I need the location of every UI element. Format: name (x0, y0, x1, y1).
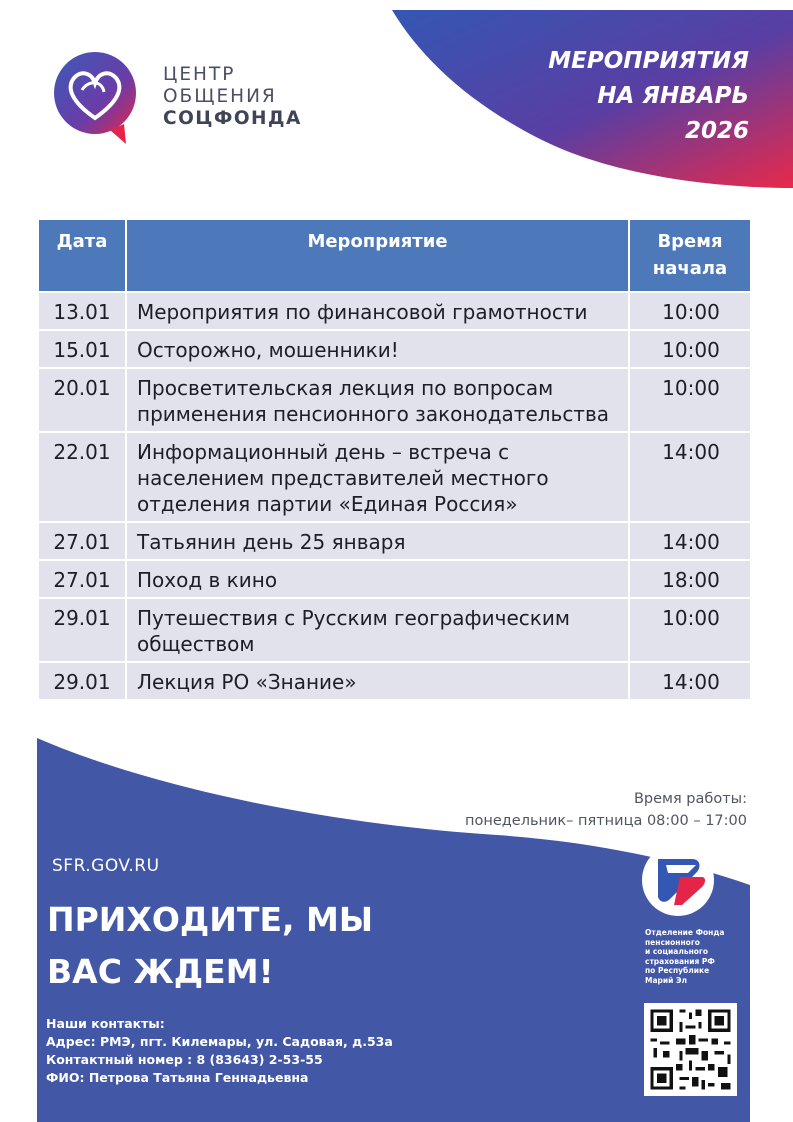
row-time: 10:00 (629, 598, 751, 662)
brand-title (163, 64, 302, 130)
row-event: Татьянин день 25 января (126, 522, 629, 560)
row-time: 10:00 (629, 330, 751, 368)
row-time: 10:00 (629, 368, 751, 432)
header-time-line-2: начала (652, 258, 728, 279)
contacts-address: Адрес: РМЭ, пгт. Килемары, ул. Садовая, д.53а (46, 1034, 393, 1049)
table-row (38, 598, 751, 662)
contacts-title: Наши контакты: (46, 1016, 165, 1031)
sfr-org-name (645, 928, 745, 985)
table-row (38, 368, 751, 432)
table-row (38, 432, 751, 522)
row-date: 15.01 (38, 330, 126, 368)
row-event: Информационный день – встреча с населением представителей местного отделения партии «Единая Россия» (126, 432, 629, 522)
header-event: Мероприятие (126, 219, 629, 292)
qr-code[interactable] (644, 1003, 737, 1096)
row-date: 27.01 (38, 560, 126, 598)
slogan (47, 894, 373, 998)
row-date: 29.01 (38, 598, 126, 662)
contacts-phone: Контактный номер : 8 (83643) 2-53-55 (46, 1052, 323, 1067)
row-date: 29.01 (38, 662, 126, 700)
row-event: Путешествия с Русским географическим обществом (126, 598, 629, 662)
work-hours-title: Время работы: (633, 791, 747, 807)
page-title-line-3: 2026 (684, 118, 749, 144)
sfr-org-line-1: Отделение Фонда (645, 928, 725, 937)
page-title-line-1: МЕРОПРИЯТИЯ (548, 48, 749, 74)
row-event: Поход в кино (126, 560, 629, 598)
row-date: 13.01 (38, 292, 126, 330)
row-time: 14:00 (629, 432, 751, 522)
brand-line-1: ЦЕНТР (163, 64, 236, 85)
events-table (37, 218, 752, 701)
page-title (548, 44, 749, 149)
row-time: 14:00 (629, 522, 751, 560)
row-time: 18:00 (629, 560, 751, 598)
table-row (38, 560, 751, 598)
sfr-logo-icon (648, 851, 708, 909)
heart-speech-bubble-icon (52, 50, 138, 146)
header-time (629, 219, 751, 292)
row-event: Осторожно, мошенники! (126, 330, 629, 368)
row-event: Просветительская лекция по вопросам применения пенсионного законодательства (126, 368, 629, 432)
table-row (38, 662, 751, 700)
row-time: 14:00 (629, 662, 751, 700)
slogan-line-2: ВАС ЖДЕМ! (47, 952, 274, 991)
brand-line-2: ОБЩЕНИЯ (163, 86, 277, 107)
row-event: Мероприятия по финансовой грамотности (126, 292, 629, 330)
page-title-line-2: НА ЯНВАРЬ (597, 83, 749, 109)
brand-line-3: СОЦФОНДА (163, 108, 302, 129)
sfr-org-line-5: по Республике (645, 966, 710, 975)
table-row (38, 522, 751, 560)
row-time: 10:00 (629, 292, 751, 330)
contacts-block (46, 1015, 393, 1087)
table-header-row (38, 219, 751, 292)
table-row (38, 330, 751, 368)
header-time-line-1: Время (657, 231, 723, 252)
table-row (38, 292, 751, 330)
sfr-org-line-4: страхования РФ (645, 956, 715, 966)
header-date: Дата (38, 219, 126, 292)
work-hours-schedule: понедельник– пятница 08:00 – 17:00 (465, 813, 747, 829)
sfr-org-line-3: и социального (645, 947, 708, 956)
row-date: 27.01 (38, 522, 126, 560)
row-event: Лекция РО «Знание» (126, 662, 629, 700)
contacts-person: ФИО: Петрова Татьяна Геннадьевна (46, 1070, 309, 1085)
row-date: 20.01 (38, 368, 126, 432)
work-hours (465, 788, 747, 832)
sfr-org-line-6: Марий Эл (645, 975, 688, 985)
row-date: 22.01 (38, 432, 126, 522)
sfr-org-line-2: пенсионного (645, 937, 700, 947)
slogan-line-1: ПРИХОДИТЕ, МЫ (47, 900, 374, 939)
website-link[interactable]: SFR.GOV.RU (52, 856, 160, 876)
